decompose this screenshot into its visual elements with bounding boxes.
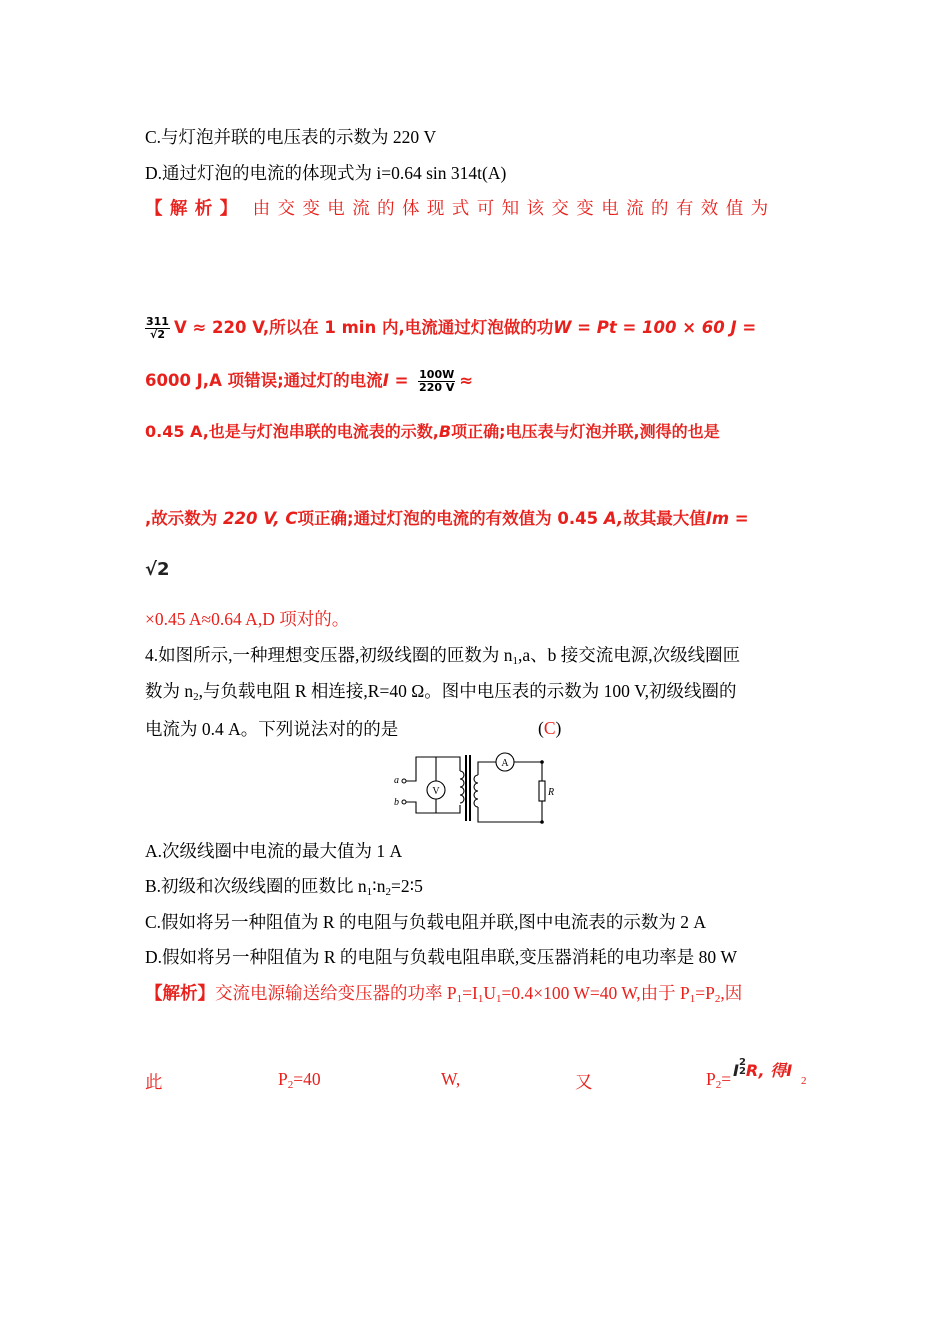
analysis-text: =I [462, 983, 478, 1003]
terminal-b-label: b [394, 797, 399, 808]
node-top [540, 760, 544, 764]
subscript: 2 [193, 691, 199, 703]
last-subscript-2: 2 [801, 1075, 807, 1087]
transformer-circuit-diagram [388, 745, 568, 827]
node-bottom [540, 820, 544, 824]
q3-analysis-line-2 [145, 316, 756, 341]
var-i: I [733, 1061, 739, 1080]
subscript: 1 [512, 655, 518, 667]
wire-top-primary [406, 757, 460, 781]
work-formula: W = Pt = 100 × 60 J = [553, 318, 757, 337]
terminal-b [402, 800, 406, 804]
analysis-text: 故其最大值 [623, 509, 706, 528]
analysis-italic: 220 V, C [223, 509, 298, 528]
wire-bottom-secondary [478, 801, 542, 822]
max-current-formula: Im = [705, 509, 749, 528]
analysis-text: =P [695, 983, 715, 1003]
formula-text: R, 得 [745, 1061, 787, 1080]
subscript: 2 [738, 1066, 746, 1077]
q4-stem-line-2 [145, 680, 736, 708]
resistor [539, 781, 545, 801]
q4-option-b [145, 875, 423, 903]
superscript: 2 [738, 1057, 746, 1068]
equals: = [721, 1069, 732, 1089]
subscript: 2 [287, 1079, 294, 1091]
var-i: I [786, 1061, 793, 1080]
analysis-italic: A, [603, 509, 624, 528]
q3-analysis-line-5 [145, 508, 749, 530]
terminal-a [402, 779, 406, 783]
var-p: P [706, 1069, 716, 1089]
option-text: =2∶5 [390, 876, 423, 896]
last-unit-w: W, [441, 1069, 461, 1089]
option-letter: B [438, 422, 452, 441]
answer-letter: C [543, 718, 556, 738]
subscript: 2 [385, 886, 391, 898]
subscript: 1 [495, 993, 502, 1005]
analysis-text: =0.4×100 W=40 W,由于 P [501, 983, 690, 1003]
option-text: ∶n [372, 876, 386, 896]
analysis-text: 由交变电流的体现式可知该交变电流的有效值为 [252, 198, 776, 218]
voltmeter-label: V [432, 786, 440, 797]
secondary-coil [474, 775, 478, 807]
current-var: I = [382, 371, 409, 390]
q4-option-d: D.假如将另一种阻值为 R 的电阻与负载电阻串联,变压器消耗的电功率是 80 W [145, 947, 738, 967]
subscript: 2 [715, 1079, 722, 1091]
q3-analysis-line-4 [145, 421, 720, 443]
analysis-text: ,故示数为 [145, 509, 224, 528]
q4-stem-line-1 [145, 644, 740, 672]
analysis-tag: 【解析】 [145, 198, 245, 218]
approx-sign: ≈ [459, 371, 474, 390]
q3-option-c: C.与灯泡并联的电压表的示数为 220 V [145, 127, 437, 147]
subscript: 1 [689, 993, 696, 1005]
fraction-100w-220v [418, 369, 455, 394]
last-p2-formula [706, 1069, 731, 1091]
fraction-numerator: 311 [146, 315, 169, 328]
q3-analysis-line-3 [145, 369, 473, 394]
wire-bottom-primary [406, 802, 460, 813]
fraction-denominator: 220 V [419, 381, 455, 394]
stem-text: 数为 n [145, 681, 194, 701]
q4-answer [538, 718, 561, 739]
stem-text: ,a、b 接交流电源,次级线圈匝 [518, 645, 741, 665]
q3-option-d: D.通过灯泡的电流的体现式为 i=0.64 sin 314t(A) [145, 163, 507, 183]
fraction-numerator: 100W [419, 368, 455, 381]
subscript: 1 [456, 993, 463, 1005]
sqrt2: √2 [145, 559, 170, 580]
last-formula-i2r [733, 1058, 792, 1081]
analysis-text: ,因 [720, 983, 743, 1003]
analysis-text: V ≈ 220 V,所以在 1 min 内,电流通过灯泡做的功 [173, 318, 554, 337]
analysis-text: 项正确;电压表与灯泡并联,测得的也是 [451, 422, 720, 441]
subscript: 2 [714, 993, 721, 1005]
subscript: 1 [366, 886, 373, 898]
analysis-tag: 【解析】 [145, 983, 215, 1003]
last-word-you: 又 [575, 1072, 593, 1092]
paren-close: ) [555, 718, 562, 738]
resistor-label: R [548, 787, 555, 798]
subscript: 1 [477, 993, 484, 1005]
q4-stem-line-3: 电流为 0.4 A。下列说法对的的是 [145, 719, 399, 739]
paren-open: ( [538, 718, 544, 738]
q4-analysis-line-1 [145, 982, 742, 1010]
stem-text: ,与负载电阻 R 相连接,R=40 Ω。图中电压表的示数为 100 V,初级线圈的 [198, 681, 737, 701]
primary-coil [460, 771, 464, 803]
analysis-text: 项正确;通过灯泡的电流的有效值为 0.45 [297, 509, 604, 528]
q4-option-a: A.次级线圈中电流的最大值为 1 A [145, 841, 403, 861]
analysis-text: 6000 J,A 项错误;通过灯的电流 [145, 371, 383, 390]
sup-sub-stack [739, 1058, 746, 1076]
value: =40 [293, 1069, 321, 1089]
last-word-ci: 此 [145, 1072, 163, 1092]
fraction-denominator: √2 [149, 328, 165, 341]
fraction-311-sqrt2 [145, 316, 170, 341]
analysis-text: U [483, 983, 496, 1003]
option-text: B.初级和次级线圈的匝数比 n [145, 876, 367, 896]
last-p2-eq-40 [278, 1069, 321, 1091]
analysis-text: 0.45 A,也是与灯泡串联的电流表的示数, [145, 422, 439, 441]
q4-option-c: C.假如将另一种阻值为 R 的电阻与负载电阻并联,图中电流表的示数为 2 A [145, 912, 706, 932]
q3-analysis-line-7: ×0.45 A≈0.64 A,D 项对的。 [145, 609, 350, 629]
ammeter-label: A [501, 758, 509, 769]
q3-analysis-line-1 [145, 197, 776, 219]
stem-text: 4.如图所示,一种理想变压器,初级线圈的匝数为 n [145, 645, 513, 665]
var-p: P [278, 1069, 288, 1089]
analysis-text: 交流电源输送给变压器的功率 P [215, 983, 457, 1003]
terminal-a-label: a [394, 775, 399, 786]
